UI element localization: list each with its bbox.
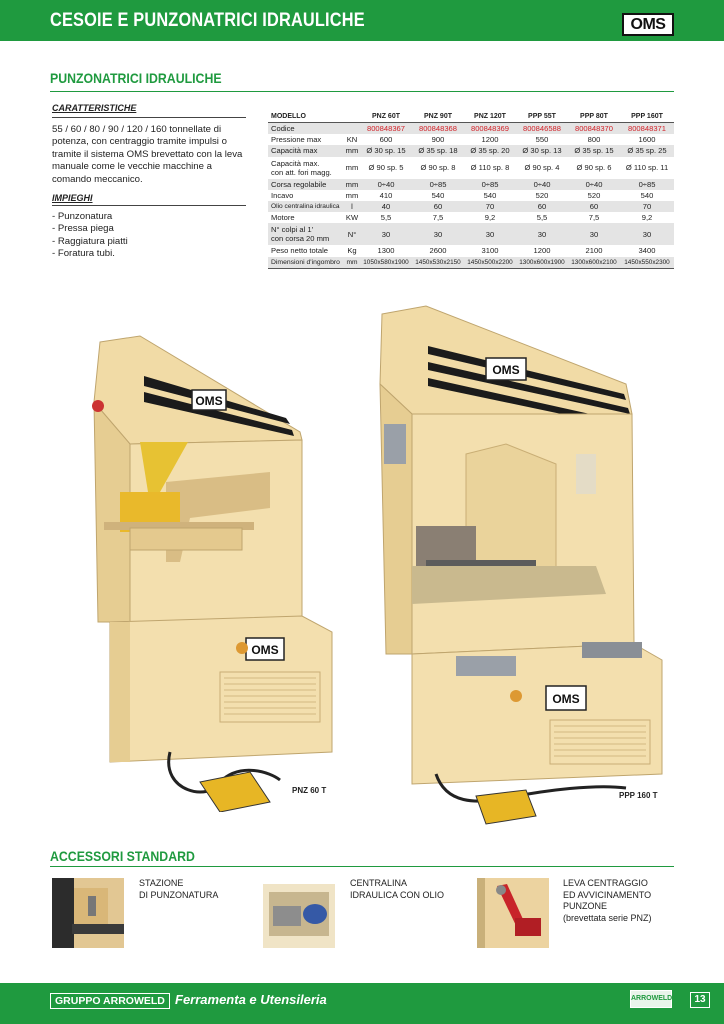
row-unit: N° [344,223,360,245]
accessory-text-line: ED AVVICINAMENTO [563,889,652,900]
header-cell [344,110,360,123]
table-cell: 2600 [429,246,447,256]
machine-logo-text: OMS [552,692,580,706]
table-row [268,245,674,256]
table-cell: 40 [360,201,412,212]
table-row [268,123,674,135]
table-cell: 0÷85 [464,179,516,190]
header-bar [0,0,724,41]
table-header-row [268,110,674,123]
list-item: - Pressa piega [52,223,114,235]
table-cell: Ø 35 sp. 15 [568,145,620,156]
table-cell: 540 [483,190,497,200]
machine-logo-text: OMS [195,394,223,408]
row-label: Olio centralina idraulica [268,201,344,212]
table-cell: 0÷40 [568,179,620,190]
accessory-text-line: IDRAULICA CON OLIO [350,889,445,900]
footer-slogan: Ferramenta e Utensileria [175,992,327,1007]
footer-group-label: GRUPPO ARROWELD [50,993,170,1009]
features-heading: CARATTERISTICHE [52,103,137,113]
table-cell: 30 [412,223,464,245]
header-cell: PPP 160T [620,110,674,123]
machine-logo-text: OMS [492,363,520,377]
table-cell: 800848370 [568,123,620,135]
table-cell: 550 [535,135,549,145]
row-label: Codice [268,123,344,135]
table-cell: 5,5 [536,213,548,223]
machine-caption-right: PPP 160 T [619,791,658,800]
uses-heading: IMPIEGHI [52,193,93,203]
table-row [268,212,674,223]
section-title: PUNZONATRICI IDRAULICHE [50,70,222,86]
row-unit: mm [344,257,360,269]
features-divider [52,117,246,118]
table-cell: 800848371 [620,123,674,135]
table-cell: 800 [587,135,601,145]
table-cell: 1450x530x2150 [412,257,464,269]
table-row [268,257,674,269]
table-cell: 9,2 [641,213,653,223]
row-unit: l [344,201,360,212]
table-cell: 7,5 [588,213,600,223]
row-label-line: N° colpi al 1' [271,225,314,235]
accessory-label-punch-station [139,878,218,901]
accessory-text-line: CENTRALINA [350,878,408,888]
table-cell: 30 [620,223,674,245]
accessory-image-punch-station [52,878,124,948]
header-cell: PNZ 90T [412,110,464,123]
table-cell: 540 [431,190,445,200]
row-unit: mm [345,190,359,200]
row-unit: Kg [347,246,357,256]
uses-list [52,211,128,261]
header-cell: MODELLO [268,110,344,123]
table-row [268,179,674,190]
accessory-text-line: (brevettata serie PNZ) [563,912,652,923]
accessory-text-line: STAZIONE [139,878,184,888]
row-unit: KW [345,213,359,223]
accessory-image-hydraulic-unit [263,878,335,948]
table-cell: 30 [464,223,516,245]
page-title: CESOIE E PUNZONATRICI IDRAULICHE [50,10,365,31]
row-unit: KN [346,135,358,145]
table-cell: 1300 [377,246,395,256]
table-cell: Ø 30 sp. 13 [516,145,568,156]
row-label-line: con att. fori magg. [271,167,332,177]
list-item: - Foratura tubi. [52,248,115,260]
table-cell: Ø 35 sp. 18 [412,145,464,156]
table-cell: 1200 [533,246,551,256]
table-row [268,190,674,201]
oms-logo: OMS [622,13,674,36]
table-cell: Ø 110 sp. 11 [625,163,669,173]
table-cell: 800846588 [516,123,568,135]
table-cell: 0÷85 [412,179,464,190]
header-cell: PNZ 120T [464,110,516,123]
section-divider [50,91,674,92]
list-item: - Raggiatura piatti [52,235,128,247]
table-cell: 9,2 [484,213,496,223]
accessory-text-line: LEVA CENTRAGGIO [563,878,648,888]
table-cell: 0÷40 [360,179,412,190]
table-cell: 5,5 [380,213,392,223]
header-cell: PPP 80T [568,110,620,123]
accessory-text-line: PUNZONE [563,901,608,911]
row-unit: mm [345,179,359,189]
table-cell: 3100 [481,246,499,256]
machine-pnz60-image [70,332,340,812]
table-row [268,201,674,212]
row-unit: mm [345,146,359,156]
row-label: Capacità max [268,145,344,156]
table-cell: 1300x600x1900 [516,257,568,269]
row-label-line: Capacità max. [271,158,320,168]
table-cell: 60 [516,201,568,212]
table-cell: 2100 [585,246,603,256]
accessories-divider [50,866,674,867]
accessories-title: ACCESSORI STANDARD [50,848,195,864]
row-label: Motore [271,213,295,223]
row-unit [344,123,360,135]
row-label-line: con corsa 20 mm [271,234,330,244]
table-cell: 520 [587,190,601,200]
table-cell: 70 [464,201,516,212]
table-cell: 800848367 [360,123,412,135]
accessory-image-centering-lever [477,878,549,948]
table-cell: Ø 35 sp. 20 [464,145,516,156]
row-label: Peso netto totale [271,246,328,256]
row-label: Incavo [271,190,294,200]
table-cell: 520 [535,190,549,200]
table-cell: 1200 [481,135,499,145]
table-cell: Ø 30 sp. 15 [360,145,412,156]
accessory-text-line: DI PUNZONATURA [139,889,219,900]
header-cell: PPP 55T [516,110,568,123]
table-cell: 1050x580x1900 [360,257,412,269]
row-unit: mm [345,163,359,173]
table-cell: 410 [379,190,393,200]
table-cell: Ø 90 sp. 6 [576,163,612,173]
table-cell: 30 [516,223,568,245]
table-cell: 0÷40 [516,179,568,190]
table-row [268,157,674,179]
table-cell: 1450x500x2200 [464,257,516,269]
arroweld-logo: ARROWELD [630,990,672,1008]
row-label [268,157,344,179]
table-cell: Ø 90 sp. 5 [368,163,404,173]
table-cell: 600 [379,135,393,145]
table-cell: 800848369 [464,123,516,135]
row-label: Dimensioni d'ingombro [268,257,344,269]
machine-ppp160-image [376,304,666,830]
machine-logo-text: OMS [251,643,279,657]
machine-caption-left: PNZ 60 T [292,786,327,795]
header-cell: PNZ 60T [360,110,412,123]
table-row [268,145,674,156]
table-cell: 30 [568,223,620,245]
list-item: - Punzonatura [52,211,113,222]
features-description: 55 / 60 / 80 / 90 / 120 / 160 tonnellate di potenza, con centraggio tramite impulsi o tramite il sistema OMS brevettato con la leva manuale come le vecchie macchine a comando meccanico. [52,124,243,185]
table-row [268,134,674,145]
table-cell: 30 [360,223,412,245]
table-row [268,223,674,245]
page-number: 13 [690,992,710,1008]
table-cell: Ø 90 sp. 8 [420,163,456,173]
row-label: Pressione max [271,135,322,145]
table-cell: 60 [412,201,464,212]
table-cell: 70 [620,201,674,212]
table-cell: Ø 110 sp. 8 [470,163,510,173]
spec-table [268,110,674,269]
table-cell: 7,5 [432,213,444,223]
uses-divider [52,205,246,206]
table-cell: 3400 [638,246,656,256]
table-cell: 0÷85 [620,179,674,190]
table-cell: Ø 90 sp. 4 [524,163,560,173]
table-cell: 800848368 [412,123,464,135]
table-cell: 900 [431,135,445,145]
accessory-label-centering-lever [563,878,652,924]
table-cell: 60 [568,201,620,212]
row-label [268,223,344,245]
row-label: Corsa regolabile [268,179,344,190]
accessory-label-hydraulic-unit [350,878,444,901]
table-cell: Ø 35 sp. 25 [620,145,674,156]
table-cell: 1300x600x2100 [568,257,620,269]
table-cell: 1600 [638,135,656,145]
table-cell: 1450x550x2300 [620,257,674,269]
table-cell: 540 [640,190,654,200]
